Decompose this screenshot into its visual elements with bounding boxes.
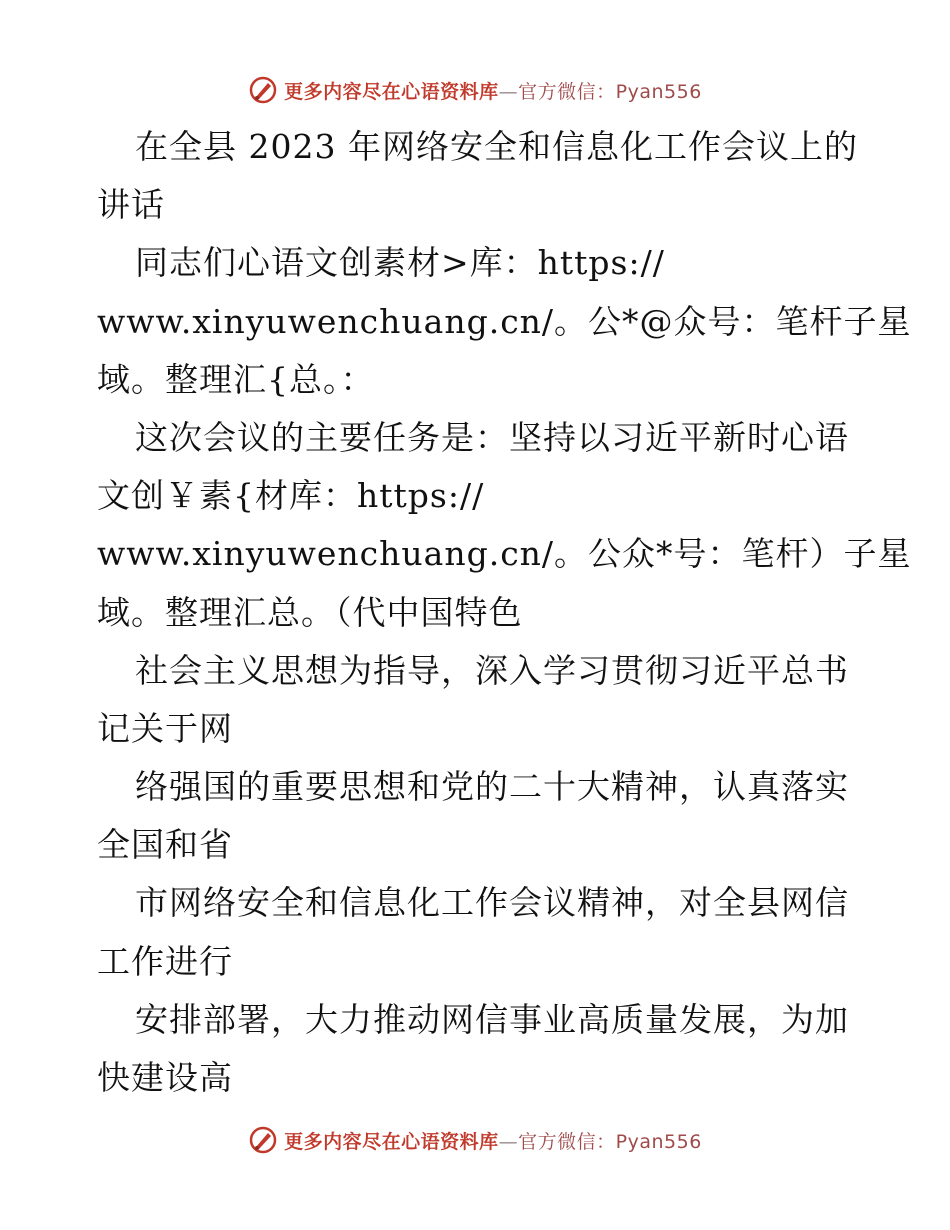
banner-text: 更多内容尽在心语资料库 <box>284 80 499 103</box>
text-line: www.xinyuwenchuang.cn/。公*@众号：笔杆子星 <box>97 301 912 341</box>
text-line: 市网络安全和信息化工作会议精神，对全县网信 <box>135 883 849 923</box>
text-line: 络强国的重要思想和党的二十大精神，认真落实 <box>135 767 849 807</box>
header-banner <box>0 70 950 110</box>
text-line: 文创￥素{材库：https:// <box>97 476 485 516</box>
banner-text: 更多内容尽在心语资料库 <box>284 1130 499 1153</box>
text-line: 讲话 <box>97 185 165 225</box>
banner-contact: 官方微信：Pyan556 <box>518 80 702 103</box>
quill-circle-logo-icon <box>248 1125 278 1155</box>
text-line: 这次会议的主要任务是：坚持以习近平新时心语 <box>135 417 849 457</box>
banner-contact: 官方微信：Pyan556 <box>518 1130 702 1153</box>
text-line: 快建设高 <box>97 1058 233 1097</box>
quill-circle-logo-icon <box>248 75 278 105</box>
text-line: 安排部署，大力推动网信事业高质量发展，为加 <box>135 999 849 1039</box>
text-line: 同志们心语文创素材>库：https:// <box>135 243 665 283</box>
text-line: 社会主义思想为指导，深入学习贯彻习近平总书 <box>135 650 849 690</box>
text-line: 域。整理汇总。（代中国特色 <box>97 592 523 632</box>
text-line: www.xinyuwenchuang.cn/。公众*号：笔杆）子星 <box>97 534 912 574</box>
text-line: 工作进行 <box>97 941 233 981</box>
banner-label <box>284 77 702 104</box>
footer-banner <box>0 1120 950 1160</box>
text-line: 全国和省 <box>97 825 233 865</box>
text-line: 记关于网 <box>97 708 233 748</box>
banner-separator: — <box>498 80 519 103</box>
banner-label <box>284 1127 702 1154</box>
text-line: 域。整理汇{总。： <box>97 359 375 399</box>
text-line: 在全县 2023 年网络安全和信息化工作会议上的 <box>135 127 858 166</box>
banner-separator: — <box>498 1130 519 1153</box>
document-body <box>97 118 912 1107</box>
